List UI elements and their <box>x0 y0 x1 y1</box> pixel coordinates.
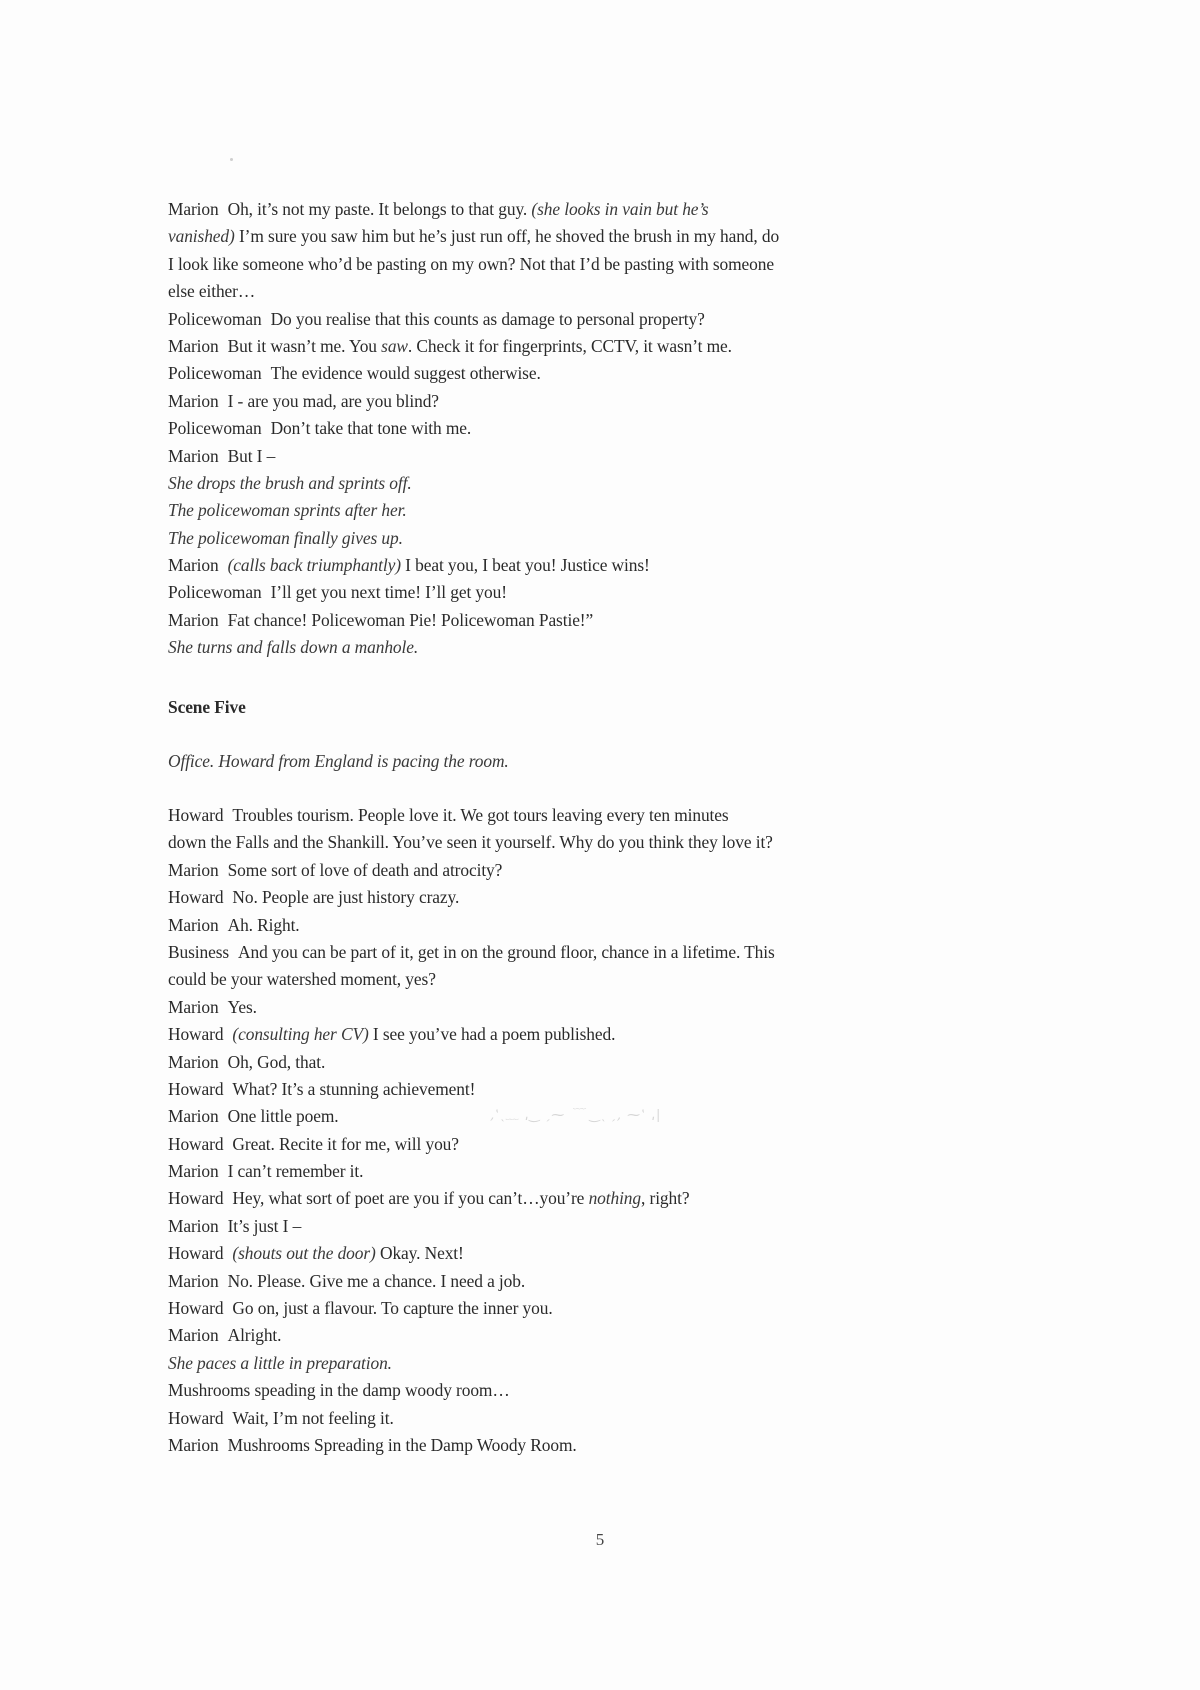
speaker-name: Policewoman <box>168 308 262 329</box>
dialogue-line <box>168 1049 1048 1076</box>
stage-direction-text: She drops the brush and sprints off. <box>168 472 412 493</box>
line-text: could be your watershed moment, yes? <box>168 969 436 990</box>
stage-direction-text: (she looks in vain but he’s <box>531 199 709 219</box>
line-text: Oh, God, that. <box>227 1051 326 1072</box>
line-text: But it wasn’t me. You <box>227 335 382 356</box>
stage-direction-text: (calls back triumphantly) <box>227 555 401 576</box>
line-text: Oh, it’s not my paste. It belongs to that guy. <box>227 199 532 219</box>
speaker-name: Marion <box>168 1161 219 1182</box>
stage-direction-line <box>168 634 1048 661</box>
dialogue-line <box>168 802 1048 829</box>
speaker-name: Howard <box>168 1024 224 1045</box>
opening-stage-direction: Office. Howard from England is pacing the room. <box>168 751 509 771</box>
page-number: 5 <box>595 1530 605 1549</box>
dialogue-line <box>168 1131 1048 1158</box>
stage-direction-container <box>168 748 1048 775</box>
speaker-name: Marion <box>168 859 219 880</box>
speaker-name: Marion <box>168 445 219 466</box>
stage-direction-line <box>168 470 1048 497</box>
dialogue-line <box>168 579 1048 606</box>
handwritten-annotation: ‚‛ˎ﹏ ˌ‿ ˏ⁓ ﹋ ‿ˎ ˏ‚ ⁓‛ ˌ| <box>490 1108 662 1123</box>
scene-heading: Scene Five <box>168 697 246 717</box>
dialogue-line <box>168 1322 1048 1349</box>
speaker-name: Marion <box>168 1215 219 1236</box>
line-text: Do you realise that this counts as damage to personal property? <box>270 308 705 329</box>
continuation-line <box>168 251 1048 278</box>
dialogue-line <box>168 443 1048 470</box>
line-text: Fat chance! Policewoman Pie! Policewoman Pastie!” <box>227 609 594 630</box>
dialogue-line <box>168 1021 1048 1048</box>
dialogue-line <box>168 388 1048 415</box>
dialogue-line <box>168 196 1048 223</box>
dialogue-line <box>168 1158 1048 1185</box>
stage-direction-text: saw <box>381 335 408 356</box>
speaker-name: Howard <box>168 1407 224 1428</box>
line-text: Troubles tourism. People love it. We got tours leaving every ten minutes <box>232 805 729 825</box>
continuation-line <box>168 1377 1048 1404</box>
dialogue-line <box>168 1295 1048 1322</box>
line-text: I can’t remember it. <box>227 1161 364 1182</box>
speaker-name: Policewoman <box>168 582 262 603</box>
continuation-line <box>168 278 1048 305</box>
speaker-name: Policewoman <box>168 418 262 439</box>
speaker-name: Policewoman <box>168 363 262 384</box>
stage-direction-text: (consulting her CV) <box>232 1024 369 1045</box>
line-text: Great. Recite it for me, will you? <box>232 1133 459 1154</box>
line-text: I beat you, I beat you! Justice wins! <box>400 555 650 576</box>
line-text: Go on, just a flavour. To capture the inner you. <box>232 1298 553 1319</box>
continuation-line <box>168 223 1048 250</box>
line-text: And you can be part of it, get in on the ground floor, chance in a lifetime. This <box>238 941 775 962</box>
line-text: I’ll get you next time! I’ll get you! <box>270 582 507 603</box>
line-text: I look like someone who’d be pasting on my own? Not that I’d be pasting with someone <box>168 253 774 274</box>
line-text: The evidence would suggest otherwise. <box>270 363 541 384</box>
speaker-name: Howard <box>168 805 224 825</box>
speaker-name: Marion <box>168 914 219 935</box>
speaker-name: Marion <box>168 555 219 576</box>
dialogue-line <box>168 360 1048 387</box>
speaker-name: Marion <box>168 609 219 630</box>
dialogue-line <box>168 1405 1048 1432</box>
speaker-name: Howard <box>168 1298 224 1319</box>
line-text: Wait, I’m not feeling it. <box>232 1407 394 1428</box>
speaker-name: Marion <box>168 390 219 411</box>
speaker-name: Marion <box>168 335 219 356</box>
speaker-name: Marion <box>168 1051 219 1072</box>
dialogue-line <box>168 939 1048 966</box>
speaker-name: Howard <box>168 1243 224 1264</box>
continuation-line <box>168 966 1048 993</box>
dialogue-block-scene-five <box>168 802 1048 1459</box>
continuation-line <box>168 829 1048 856</box>
line-text: But I – <box>227 445 276 466</box>
dialogue-line <box>168 994 1048 1021</box>
dialogue-line <box>168 1185 1048 1212</box>
line-text: One little poem. <box>227 1106 339 1127</box>
line-text: What? It’s a stunning achievement! <box>232 1078 476 1099</box>
line-text: It’s just I – <box>227 1215 302 1236</box>
line-text: Don’t take that tone with me. <box>270 418 472 439</box>
speaker-name: Marion <box>168 996 219 1017</box>
stage-direction-line <box>168 525 1048 552</box>
line-text: Mushrooms speading in the damp woody room… <box>168 1380 510 1401</box>
speaker-name: Marion <box>168 199 219 219</box>
dialogue-line <box>168 1268 1048 1295</box>
stage-direction-text: (shouts out the door) <box>232 1243 376 1264</box>
stage-direction-line <box>168 1350 1048 1377</box>
speaker-name: Business <box>168 941 230 962</box>
scene-heading-container <box>168 694 1048 721</box>
line-text: I see you’ve had a poem published. <box>368 1024 616 1045</box>
scan-speck <box>230 158 233 161</box>
speaker-name: Howard <box>168 1188 224 1209</box>
dialogue-line <box>168 306 1048 333</box>
line-text: I - are you mad, are you blind? <box>227 390 439 411</box>
dialogue-line <box>168 1213 1048 1240</box>
speaker-name: Howard <box>168 1133 224 1154</box>
line-text: I’m sure you saw him but he’s just run off, he shoved the brush in my hand, do <box>234 226 780 247</box>
dialogue-line <box>168 333 1048 360</box>
line-text: Ah. Right. <box>227 914 300 935</box>
speaker-name: Marion <box>168 1270 219 1291</box>
dialogue-line <box>168 1240 1048 1267</box>
line-text: Okay. Next! <box>375 1243 464 1264</box>
dialogue-block-scene-four <box>168 196 1048 662</box>
stage-direction-text: The policewoman finally gives up. <box>168 527 403 548</box>
stage-direction-text: She paces a little in preparation. <box>168 1352 392 1373</box>
line-text: No. Please. Give me a chance. I need a job. <box>227 1270 526 1291</box>
speaker-name: Marion <box>168 1325 219 1346</box>
line-text: No. People are just history crazy. <box>232 887 460 908</box>
stage-direction-text: nothing <box>588 1188 642 1209</box>
dialogue-line <box>168 415 1048 442</box>
line-text: Yes. <box>227 996 257 1017</box>
stage-direction-line <box>168 497 1048 524</box>
line-text: Alright. <box>227 1325 282 1346</box>
dialogue-line <box>168 1432 1048 1459</box>
speaker-name: Howard <box>168 887 224 908</box>
dialogue-line <box>168 857 1048 884</box>
dialogue-line <box>168 552 1048 579</box>
line-text: down the Falls and the Shankill. You’ve seen it yourself. Why do you think they love it? <box>168 832 773 853</box>
dialogue-line <box>168 884 1048 911</box>
line-text: . Check it for fingerprints, CCTV, it wasn’t me. <box>407 335 732 356</box>
line-text: Mushrooms Spreading in the Damp Woody Room. <box>227 1434 577 1455</box>
stage-direction-text: The policewoman sprints after her. <box>168 500 407 521</box>
dialogue-line <box>168 607 1048 634</box>
dialogue-line <box>168 1076 1048 1103</box>
line-text: Some sort of love of death and atrocity? <box>227 859 503 880</box>
speaker-name: Howard <box>168 1078 224 1099</box>
line-text: , right? <box>641 1188 690 1209</box>
speaker-name: Marion <box>168 1106 219 1127</box>
stage-direction-text: vanished) <box>168 226 235 247</box>
dialogue-line <box>168 912 1048 939</box>
stage-direction-text: She turns and falls down a manhole. <box>168 637 419 658</box>
speaker-name: Marion <box>168 1434 219 1455</box>
line-text: else either… <box>168 281 256 302</box>
line-text: Hey, what sort of poet are you if you can’t…you’re <box>232 1188 589 1209</box>
